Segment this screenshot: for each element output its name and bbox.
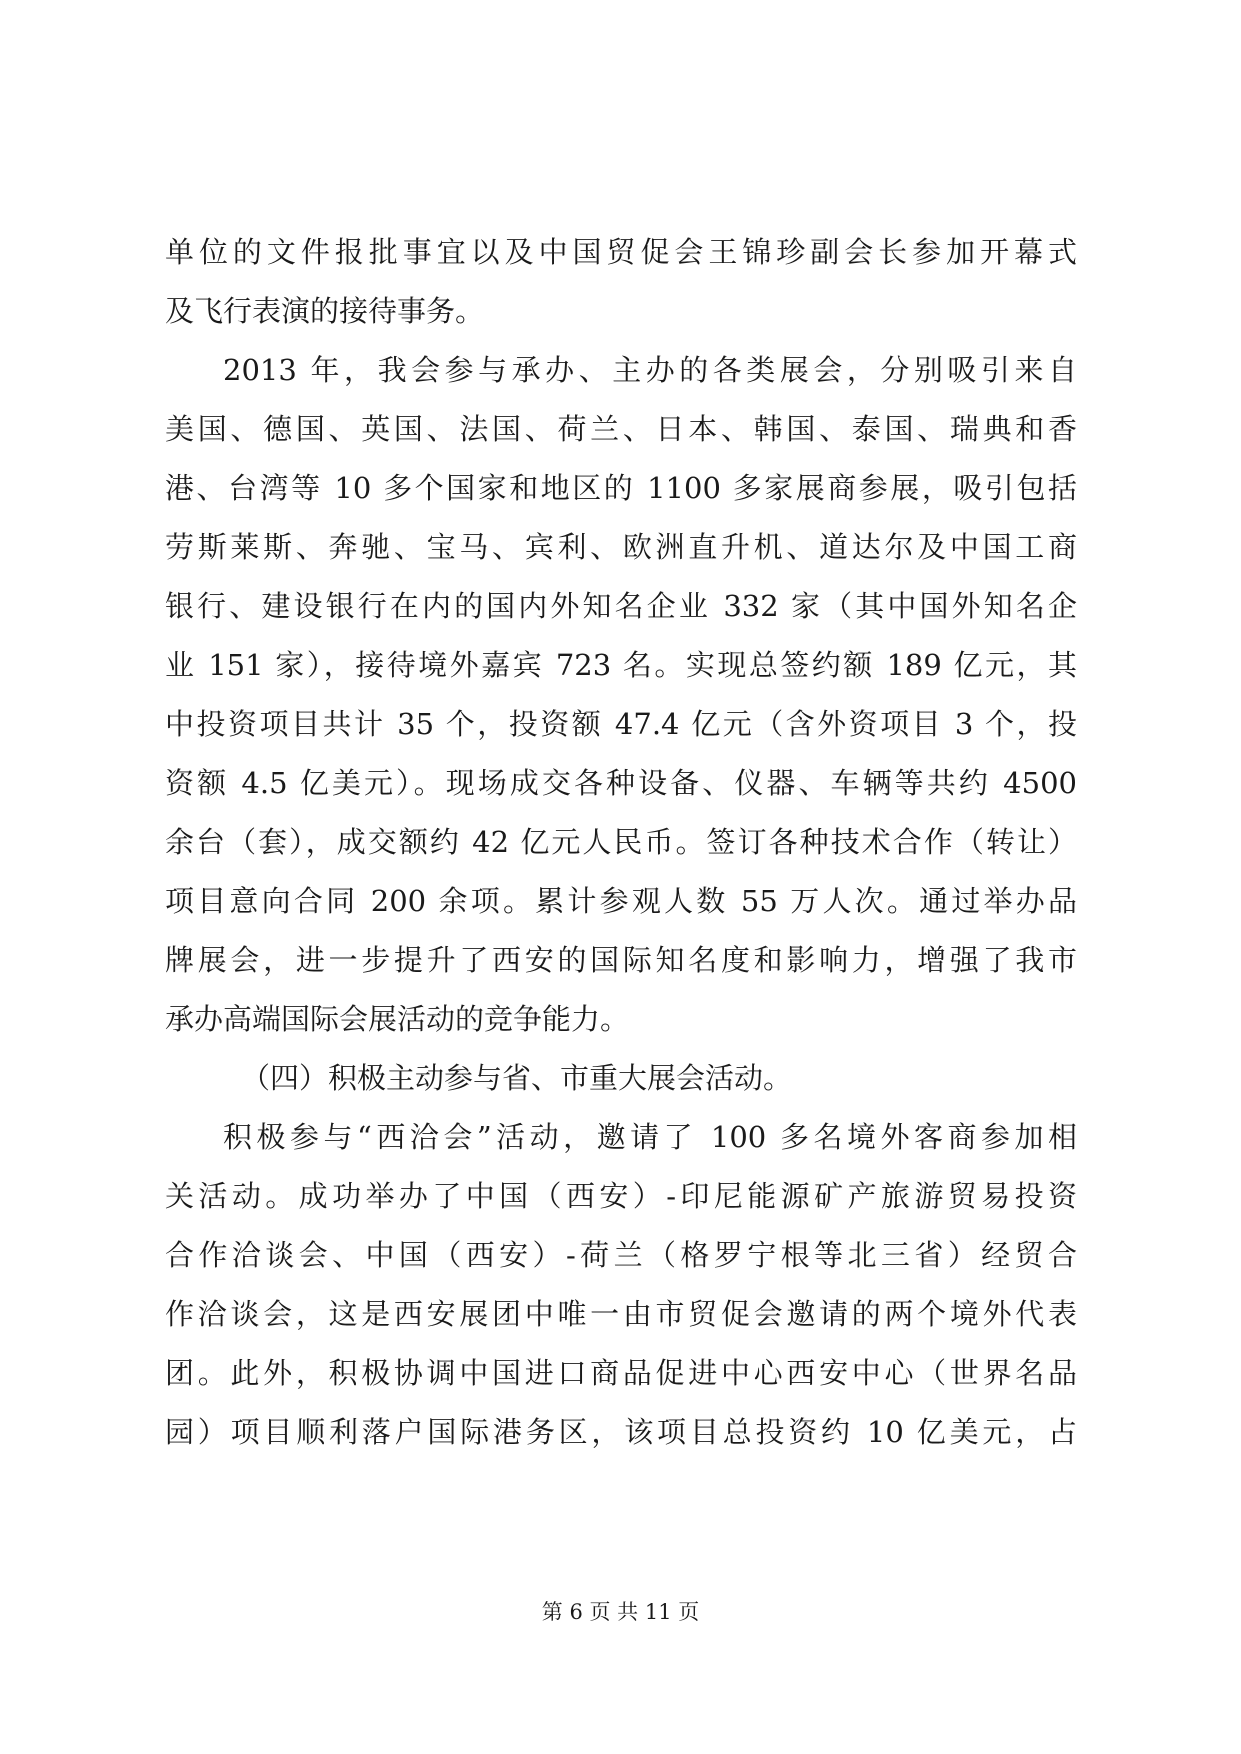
text-line: 中投资项目共计 35 个，投资额 47.4 亿元（含外资项目 3 个，投 [165, 707, 1077, 741]
text-line: 劳斯莱斯、奔驰、宝马、宾利、欧洲直升机、道达尔及中国工商 [165, 530, 1077, 564]
text-line: 合作洽谈会、中国（西安）-荷兰（格罗宁根等北三省）经贸合 [165, 1238, 1077, 1272]
text-line: 2013 年，我会参与承办、主办的各类展会，分别吸引来自 [223, 353, 1077, 387]
text-line: 园）项目顺利落户国际港务区，该项目总投资约 10 亿美元，占 [165, 1415, 1077, 1449]
section-heading: （四）积极主动参与省、市重大展会活动。 [241, 1061, 793, 1095]
body-text [165, 223, 1077, 1462]
page-number-footer: 第 6 页 共 11 页 [541, 1600, 700, 1624]
text-line: 积极参与“西洽会”活动，邀请了 100 多名境外客商参加相 [223, 1120, 1077, 1154]
text-line: 承办高端国际会展活动的竞争能力。 [165, 1002, 630, 1036]
text-line: 牌展会，进一步提升了西安的国际知名度和影响力，增强了我市 [165, 943, 1077, 977]
text-line: 及飞行表演的接待事务。 [165, 294, 485, 328]
text-line: 项目意向合同 200 余项。累计参观人数 55 万人次。通过举办品 [165, 884, 1077, 918]
text-line: 作洽谈会，这是西安展团中唯一由市贸促会邀请的两个境外代表 [165, 1297, 1077, 1331]
text-line: 团。此外，积极协调中国进口商品促进中心西安中心（世界名品 [165, 1356, 1077, 1390]
text-line: 银行、建设银行在内的国内外知名企业 332 家（其中国外知名企 [165, 589, 1077, 623]
text-line: 美国、德国、英国、法国、荷兰、日本、韩国、泰国、瑞典和香 [165, 412, 1077, 446]
text-line: 资额 4.5 亿美元）。现场成交各种设备、仪器、车辆等共约 4500 [165, 766, 1077, 800]
text-line: 余台（套），成交额约 42 亿元人民币。签订各种技术合作（转让） [165, 825, 1077, 859]
text-line: 港、台湾等 10 多个国家和地区的 1100 多家展商参展，吸引包括 [165, 471, 1077, 505]
text-line: 单位的文件报批事宜以及中国贸促会王锦珍副会长参加开幕式 [165, 235, 1077, 269]
text-line: 关活动。成功举办了中国（西安）-印尼能源矿产旅游贸易投资 [165, 1179, 1077, 1213]
text-line: 业 151 家），接待境外嘉宾 723 名。实现总签约额 189 亿元，其 [165, 648, 1077, 682]
